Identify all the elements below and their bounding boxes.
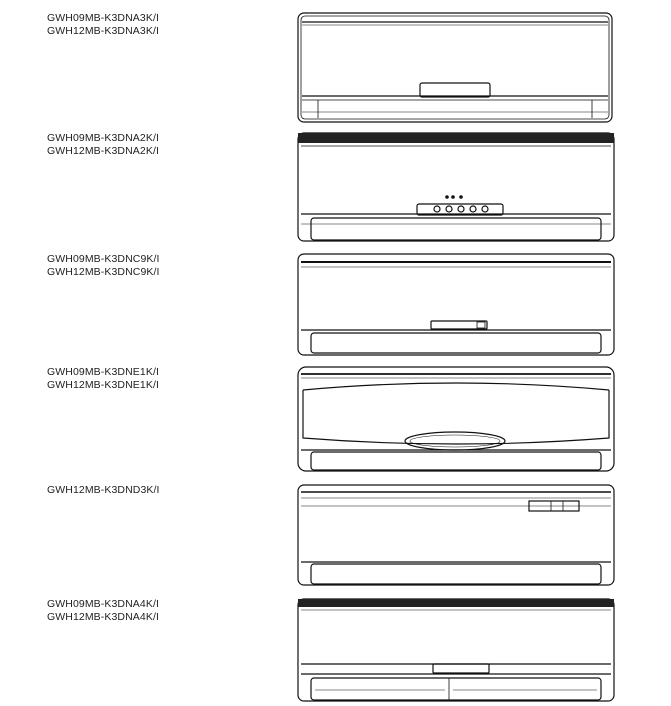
model-list [47, 598, 159, 624]
model-label: GWH12MB-K3DNE1K/I [47, 379, 159, 391]
indoor-unit-drawing [297, 253, 617, 358]
model-label: GWH12MB-K3DNC9K/I [47, 266, 160, 278]
model-label: GWH09MB-K3DNE1K/I [47, 366, 159, 378]
indoor-unit-drawing [296, 12, 616, 124]
model-label: GWH09MB-K3DNA4K/I [47, 598, 159, 610]
model-label: GWH09MB-K3DNA2K/I [47, 132, 159, 144]
model-label: GWH12MB-K3DNA3K/I [47, 25, 159, 37]
model-list [47, 132, 159, 158]
model-list [47, 484, 160, 497]
indoor-unit-drawing [297, 366, 617, 474]
model-label: GWH09MB-K3DNC9K/I [47, 253, 160, 265]
model-label: GWH09MB-K3DNA3K/I [47, 12, 159, 24]
model-label: GWH12MB-K3DNA4K/I [47, 611, 159, 623]
indoor-unit-drawing [297, 598, 617, 704]
model-list [47, 253, 160, 279]
model-list [47, 12, 159, 38]
model-list [47, 366, 159, 392]
model-label: GWH12MB-K3DND3K/I [47, 484, 160, 496]
indoor-unit-drawing [297, 484, 617, 588]
indoor-unit-drawing [297, 132, 617, 244]
model-label: GWH12MB-K3DNA2K/I [47, 145, 159, 157]
